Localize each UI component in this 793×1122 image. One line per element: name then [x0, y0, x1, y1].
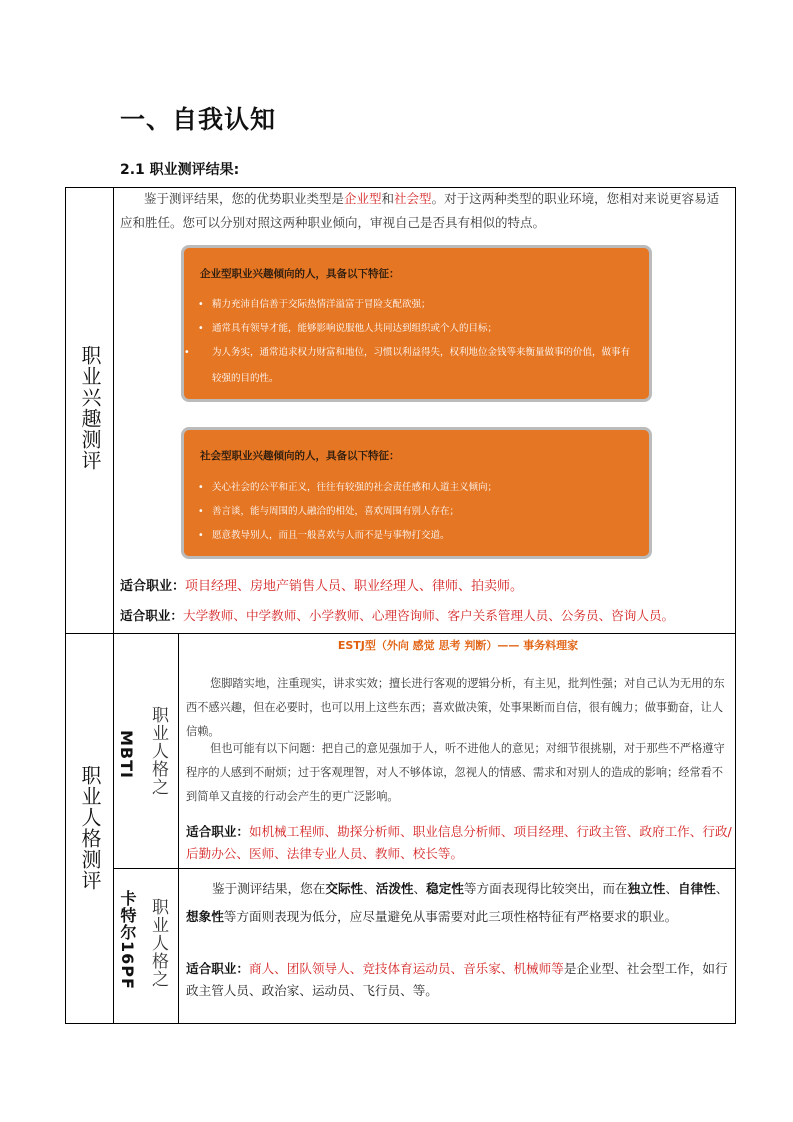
intro-and: 和 [381, 191, 395, 206]
col-divider-interest [113, 187, 114, 633]
enterprise-bullet [184, 340, 635, 392]
cattell-label-side: 卡特尔16PF [118, 890, 137, 990]
cattell-fit-careers [186, 958, 732, 1002]
cattell-text: 等方面表现得比较突出，而在 [463, 881, 628, 896]
row-divider [65, 633, 736, 634]
bullet-text: 精力充沛自信善于交际热情洋溢富于冒险支配欲强； [212, 299, 431, 310]
mbti-strengths: 您脚踏实地，注重现实，讲求实效；擅长进行客观的逻辑分析，有主见，批判性强；对自己认为无用的东西不感兴趣，但在必要时，也可以用上这些东西；喜欢做决策，处事果断而自信，很有魄力；做事勤奋，让人信赖。 [186, 677, 725, 738]
bullet-text: 愿意教导别人，而且一般喜欢与人而不是与事物打交道。 [212, 530, 450, 541]
bullet-dot-icon: • [198, 506, 204, 517]
sep: 、 [363, 881, 376, 896]
bullet-dot-icon: • [198, 323, 204, 334]
fit-label: 适合职业： [186, 824, 249, 839]
interest-intro [120, 187, 726, 235]
bullet-dot-icon: • [198, 482, 204, 493]
fit-value-rest: 是企业型、社会型工作，如行政主管人员、政治家、运动员、飞行员、等。 [186, 961, 728, 998]
bullet-text: 关心社会的公平和正义，往往有较强的社会责任感和人道主义倾向； [212, 482, 498, 493]
page-heading: 一、自我认知 [120, 105, 277, 134]
enterprise-box-title: 企业型职业兴趣倾向的人，具备以下特征： [200, 268, 400, 280]
cattell-text: 鉴于测评结果，您在 [212, 881, 326, 896]
type-enterprise: 企业型 [344, 191, 382, 206]
social-bullet [198, 523, 635, 549]
sep: 、 [715, 881, 729, 896]
col-divider-personality [113, 633, 114, 1024]
interest-fit-careers-2 [120, 603, 736, 629]
interest-section-label: 职业兴趣测评 [78, 345, 102, 471]
intro-post: 。对于这两种类型的职业环境，您相对来说更容易适应和胜任。您可以分别对照这两种职业倾向，审视自己是否具有相似的特点。 [120, 191, 720, 230]
trait-high: 活泼性 [375, 881, 414, 896]
fit-value: 商人、团队领导人、竞技体育运动员、音乐家、机械师等 [248, 961, 564, 976]
fit-label: 适合职业： [186, 961, 249, 976]
mbti-label-top: 职业人格之 [148, 706, 168, 796]
trait-low: 独立性 [627, 881, 666, 896]
sub-row-divider [113, 868, 736, 869]
personality-section-label: 职业人格测评 [78, 765, 102, 891]
social-bullet [198, 475, 635, 501]
cattell-summary [186, 875, 732, 931]
bullet-dot-icon: • [184, 347, 190, 358]
bullet-text: 通常具有领导才能，能够影响说服他人共同达到组织或个人的目标； [212, 323, 498, 334]
cattell-text: 等方面则表现为低分，应尽量避免从事需要对此三项性格特征有严格要求的职业。 [223, 909, 678, 924]
trait-high: 交际性 [325, 881, 364, 896]
mbti-type-title: ESTJ型（外向 感觉 思考 判断）—— 事务料理家 [337, 639, 579, 652]
intro-pre: 鉴于测评结果，您的优势职业类型是 [144, 191, 345, 206]
bullet-text: 善言谈，能与周围的人融洽的相处，喜欢周围有别人存在； [212, 506, 460, 517]
enterprise-bullet [198, 316, 635, 342]
fit-label: 适合职业： [120, 579, 186, 594]
social-traits-box [181, 427, 652, 559]
mbti-weaknesses: 但也可能有以下问题：把自己的意见强加于人，听不进他人的意见；对细节很挑剔，对于那些不严格遵守程序的人感到不耐烦；过于客观理智，对人不够体谅，忽视人的情感、需求和对别人的造成的影响；经常看不到简单又直接的行动会产生的更广泛影响。 [186, 742, 725, 803]
trait-low: 想象性 [186, 909, 224, 924]
interest-fit-careers-1 [120, 574, 732, 600]
fit-value: 如机械工程师、勘探分析师、职业信息分析师、项目经理、行政主管、政府工作、行政/后勤办公、医师、法律专业人员、教师、校长等。 [186, 824, 732, 861]
sep: 、 [413, 881, 427, 896]
section-subheading: 2.1 职业测评结果: [120, 162, 240, 178]
social-bullet [198, 499, 635, 525]
sep: 、 [665, 881, 678, 896]
enterprise-traits-box [181, 245, 652, 402]
bullet-dot-icon: • [198, 530, 204, 541]
col-divider-sub [178, 633, 179, 1024]
fit-value: 大学教师、中学教师、小学教师、心理咨询师、客户关系管理人员、公务员、咨询人员。 [182, 608, 675, 623]
enterprise-bullet [198, 292, 635, 318]
type-social: 社会型 [394, 191, 432, 206]
social-box-title: 社会型职业兴趣倾向的人，具备以下特征： [200, 450, 400, 462]
bullet-dot-icon: • [198, 299, 204, 310]
cattell-label-top: 职业人格之 [148, 898, 168, 988]
fit-label: 适合职业： [120, 608, 183, 623]
fit-value: 项目经理、房地产销售人员、职业经理人、律师、拍卖师。 [185, 579, 524, 594]
trait-low: 自律性 [677, 881, 716, 896]
mbti-label-side: MBTI [117, 730, 136, 779]
trait-high: 稳定性 [426, 881, 464, 896]
mbti-fit-careers [186, 821, 732, 865]
bullet-text: 为人务实，通常追求权力财富和地位，习惯以利益得失，权利地位金钱等来衡量做事的价值，做事有较强的目的性。 [212, 347, 631, 384]
